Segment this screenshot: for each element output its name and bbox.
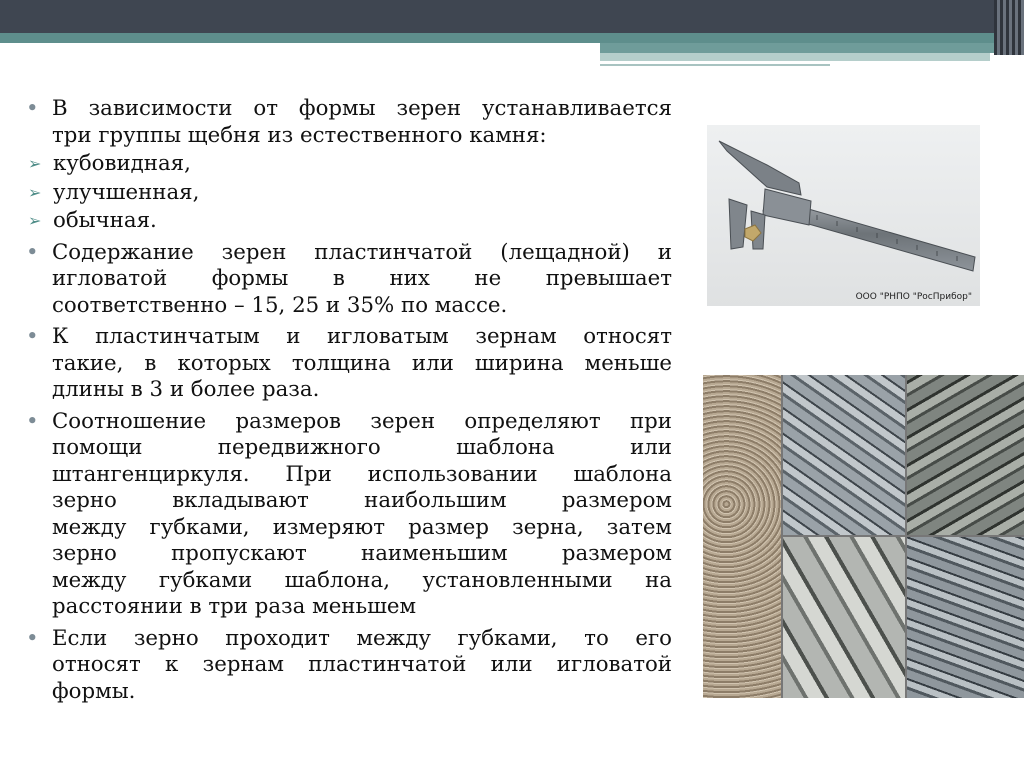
bullet-icon: • — [26, 239, 39, 265]
text-line: расстоянии в три раза меньшем — [52, 594, 417, 619]
bullet-icon: • — [26, 625, 39, 651]
text-line: улучшенная, — [53, 179, 200, 205]
header-light-bar — [600, 53, 990, 61]
caliper-icon — [707, 125, 980, 306]
sub-list-item — [26, 151, 672, 178]
text-line: такие, в которых толщина или ширина меньше — [52, 350, 672, 376]
bullet-icon: • — [26, 96, 39, 121]
text-line: В зависимости от формы зерен устанавливается — [52, 96, 672, 121]
header-stripes — [994, 0, 1024, 55]
header-bar — [0, 0, 1024, 33]
header-accent-bar-secondary — [600, 43, 1024, 53]
text-line: соответственно – 15, 25 и 35% по массе. — [52, 292, 508, 318]
photo-caption: ООО "РНПО "РосПрибор" — [855, 292, 972, 302]
header-accent-bar — [0, 33, 1024, 43]
gravel-sample-dark — [907, 375, 1024, 535]
text-line: кубовидная, — [53, 151, 191, 176]
text-line: зерно вкладывают наибольшим размером — [52, 488, 672, 513]
text-line: К пластинчатым и игловатым зернам относят — [52, 324, 672, 349]
sub-list-item — [26, 208, 672, 235]
bullet-list-item — [26, 409, 672, 621]
sub-list-item — [26, 180, 672, 207]
arrow-bullet-icon: ➢ — [28, 211, 42, 230]
text-line: длины в 3 и более раза. — [52, 377, 320, 402]
text-line: между губками, измеряют размер зерна, затем — [52, 514, 672, 540]
caliper-photo — [707, 125, 980, 306]
arrow-bullet-icon: ➢ — [28, 182, 42, 202]
bullet-list-item — [26, 626, 672, 706]
gravel-samples-image — [703, 375, 1024, 698]
text-line: обычная. — [53, 208, 157, 233]
text-line: зерно пропускают наименьшим размером — [52, 541, 672, 566]
header-thin-line — [600, 64, 830, 66]
text-line: игловатой формы в них не превышает — [52, 266, 672, 291]
text-line: три группы щебня из естественного камня: — [52, 122, 547, 148]
text-line: Если зерно проходит между губками, то его — [52, 625, 672, 651]
gravel-sample-fine — [703, 375, 781, 698]
gravel-sample-medium — [907, 537, 1024, 698]
text-line: Содержание зерен пластинчатой (лещадной) и — [52, 239, 672, 265]
bullet-list-item — [26, 240, 672, 320]
gravel-sample-large — [783, 537, 905, 698]
bullet-list-item — [26, 324, 672, 404]
text-line: Соотношение размеров зерен определяют при — [52, 408, 672, 434]
bullet-icon: • — [26, 324, 39, 349]
bullet-icon: • — [26, 408, 39, 434]
bullet-list-item — [26, 96, 672, 149]
text-line: между губками шаблона, установленными на — [52, 567, 672, 593]
text-line: формы. — [52, 678, 136, 704]
slide-text-body — [26, 96, 672, 705]
arrow-bullet-icon: ➢ — [28, 154, 42, 173]
text-line: относят к зернам пластинчатой или игловатой — [52, 652, 672, 677]
gravel-sample-crushed-grey — [783, 375, 905, 535]
text-line: помощи передвижного шаблона или — [52, 435, 672, 460]
text-line: штангенциркуля. При использовании шаблона — [52, 461, 672, 487]
